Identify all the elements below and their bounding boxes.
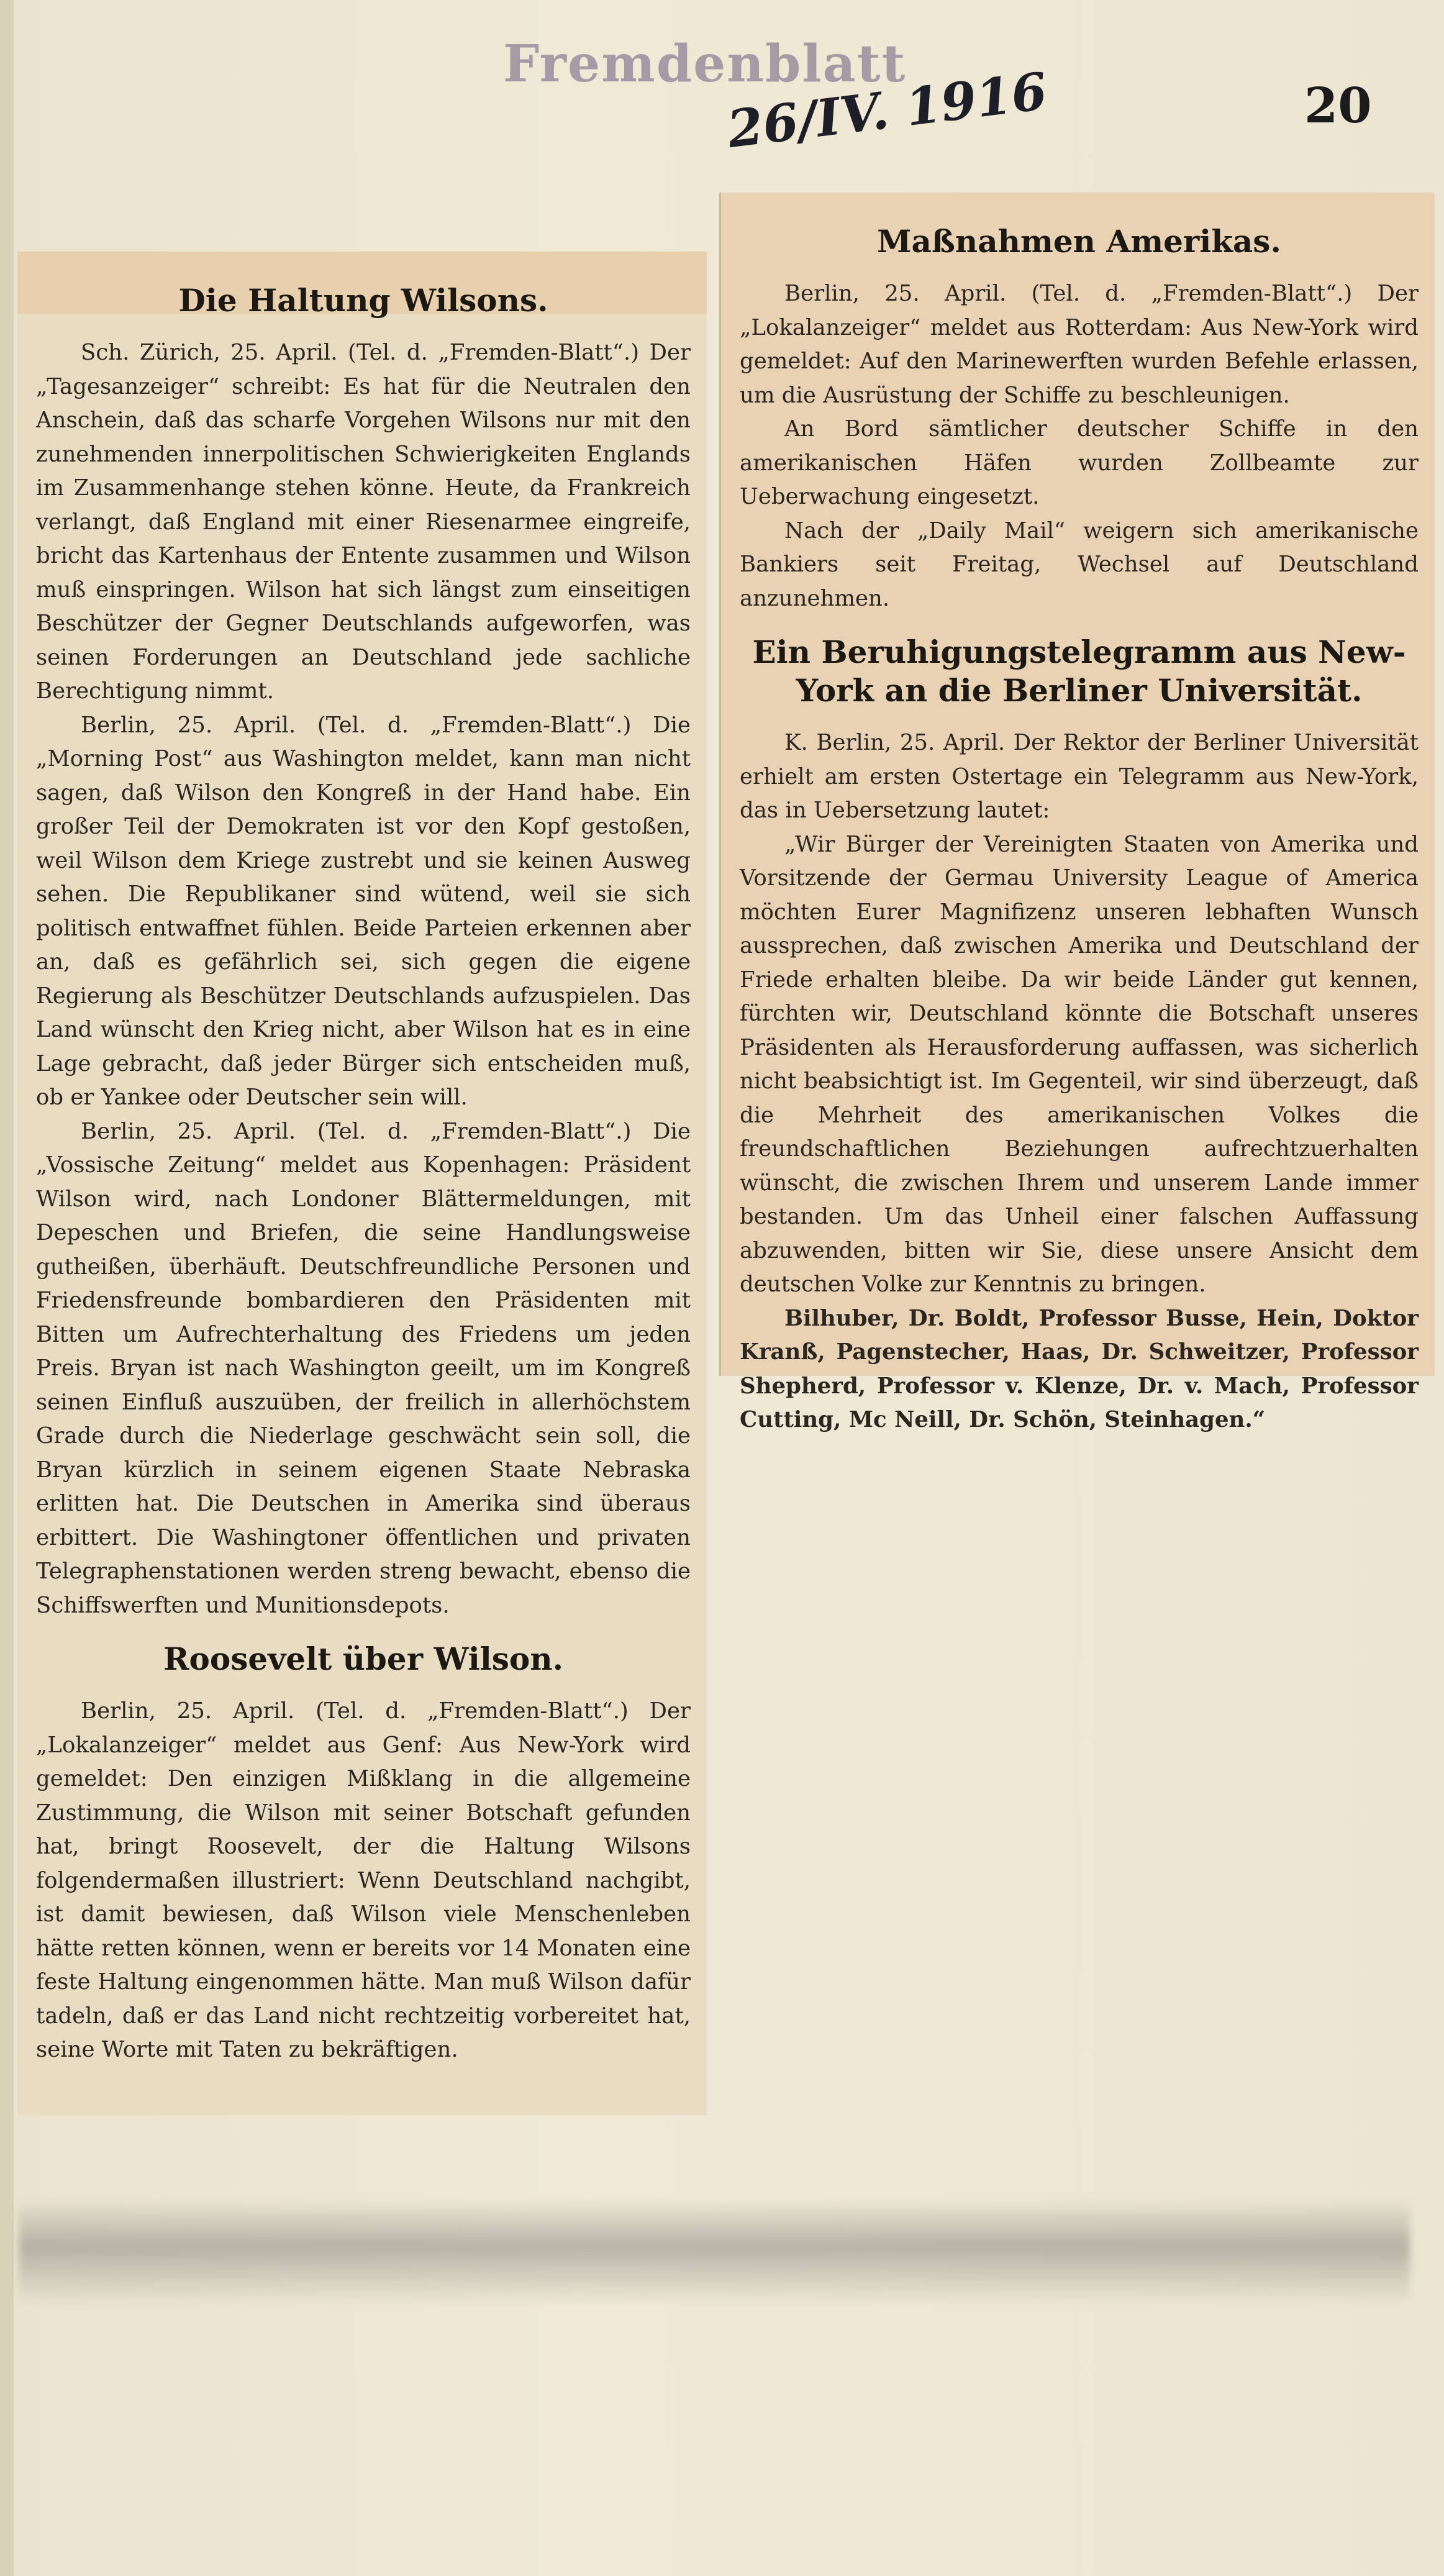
left-clipping-content xyxy=(36,281,691,2067)
article-paragraph: Nach der „Daily Mail“ weigern sich amerikanische Bankiers seit Freitag, Wechsel auf Deutschland anzunehmen. xyxy=(740,517,1419,611)
scan-shadow xyxy=(19,2199,1410,2305)
article-paragraph: „Wir Bürger der Vereinigten Staaten von Amerika und Vorsitzende der Germau University League of America möchten Eurer Magnifizenz unseren lebhaften Wunsch aussprechen, daß zwischen Amerika und Deutschland der Friede erhalten bleibe. Da wir beide Länder gut kennen, fürchten wir, Deutschland könnte die Botschaft unseres Präsidenten als Herausforderung auffassen, was sicherlich nicht beabsichtigt ist. Im Gegenteil, wir sind überzeugt, daß die Mehrheit des amerikanischen Volkes die freundschaftlichen Beziehungen aufrechtzuerhalten wünscht, die zwischen Ihrem und unserem Lande immer bestanden. Um das Unheil einer falschen Auffassung abzuwenden, bitten wir Sie, diese unsere Ansicht dem deutschen Volke zur Kenntnis zu bringen. xyxy=(740,831,1419,1297)
article-paragraph: An Bord sämtlicher deutscher Schiffe in den amerikanischen Häfen wurden Zollbeamte zur Ueberwachung eingesetzt. xyxy=(740,416,1419,509)
article-title: Ein Beruhigungstelegramm aus New-York an die Berliner Universität. xyxy=(752,634,1406,709)
section-gap xyxy=(740,616,1419,627)
article-paragraph: K. Berlin, 25. April. Der Rektor der Berliner Universität erhielt am ersten Ostertage ein Telegramm aus New-York, das in Uebersetzung lautet: xyxy=(740,730,1419,823)
article-title: Die Haltung Wilsons. xyxy=(178,282,548,319)
article-paragraph: Berlin, 25. April. (Tel. d. „Fremden-Blatt“.) Die „Morning Post“ aus Washington meldet, kann man nicht sagen, daß Wilson den Kongreß in der Hand habe. Ein großer Teil der Demokraten ist vor den Kopf gestoßen, weil Wilson dem Kriege zustrebt und sie keinen Ausweg sehen. Die Republikaner sind wütend, weil sie sich politisch entwaffnet fühlen. Beide Parteien erkennen aber an, daß es gefährlich sei, sich gegen die eigene Regierung als Beschützer Deutschlands aufzuspielen. Das Land wünscht den Krieg nicht, aber Wilson hat es in eine Lage gebracht, daß jeder Bürger sich entscheiden muß, ob er Yankee oder Deutscher sein will. xyxy=(36,712,691,1110)
right-clipping-content xyxy=(740,222,1419,1437)
section-gap xyxy=(36,1623,691,1634)
signatures: Bilhuber, Dr. Boldt, Professor Busse, Hein, Doktor Kranß, Pagenstecher, Haas, Dr. Schweitzer, Professor Shepherd, Professor v. Klenze, Dr. v. Mach, Professor Cutting, Mc Neill, Dr. Schön, Steinhagen.“ xyxy=(740,1305,1419,1432)
article-paragraph: Berlin, 25. April. (Tel. d. „Fremden-Blatt“.) Der „Lokalanzeiger“ meldet aus Genf: Aus New-York wird gemeldet: Den einzigen Mißklang in die allgemeine Zustimmung, die Wilson mit seiner Botschaft gefunden hat, bringt Roosevelt, der die Haltung Wilsons folgendermaßen illustriert: Wenn Deutschland nachgibt, ist damit bewiesen, daß Wilson viele Menschenleben hätte retten können, wenn er bereits vor 14 Monaten eine feste Haltung eingenommen hätte. Man muß Wilson dafür tadeln, daß er das Land nicht rechtzeitig vorbereitet hat, seine Worte mit Taten zu bekräftigen. xyxy=(36,1698,691,2062)
article-title: Roosevelt über Wilson. xyxy=(163,1641,563,1677)
article-paragraph: Berlin, 25. April. (Tel. d. „Fremden-Blatt“.) Der „Lokalanzeiger“ meldet aus Rotterdam: Aus New-York wird gemeldet: Auf den Marinewerften wurden Befehle erlassen, um die Ausrüstung der Schiffe zu beschleunigen. xyxy=(740,281,1419,408)
article-paragraph: Sch. Zürich, 25. April. (Tel. d. „Fremden-Blatt“.) Der „Tagesanzeiger“ schreibt: Es hat für die Neutralen den Anschein, daß das scharfe Vorgehen Wilsons nur mit den zunehmenden innerpolitischen Schwierigkeiten Englands im Zusammenhange stehen könne. Heute, da Frankreich verlangt, daß England mit einer Riesenarmee eingreife, bricht das Kartenhaus der Entente zusammen und Wilson muß einspringen. Wilson hat sich längst zum einseitigen Beschützer der Gegner Deutschlands aufgeworfen, was seinen Forderungen an Deutschland jede sachliche Berechtigung nimmt. xyxy=(36,340,691,704)
article-title: Maßnahmen Amerikas. xyxy=(877,223,1281,260)
sheet-edge xyxy=(0,0,14,2576)
page-number: 20 xyxy=(1304,78,1372,134)
handwritten-date: 26/IV. 1916 xyxy=(724,61,1050,160)
article-paragraph: Berlin, 25. April. (Tel. d. „Fremden-Blatt“.) Die „Vossische Zeitung“ meldet aus Kopenhagen: Präsident Wilson wird, nach Londoner Blättermeldungen, mit Depeschen und Briefen, die seine Handlungsweise gutheißen, überhäuft. Deutschfreundliche Personen und Friedensfreunde bombardieren den Präsidenten mit Bitten um Aufrechterhaltung des Friedens um jeden Preis. Bryan ist nach Washington geeilt, um im Kongreß seinen Einfluß auszuüben, der freilich in allerhöchstem Grade durch die Niederlage geschwächt sein soll, die Bryan kürzlich in seinem eigenen Staate Nebraska erlitten hat. Die Deutschen in Amerika sind überaus erbittert. Die Washingtoner öffentlichen und privaten Telegraphenstationen werden streng bewacht, ebenso die Schiffswerften und Munitionsdepots. xyxy=(36,1118,691,1618)
right-clipping xyxy=(719,193,1435,1432)
archive-stamp: Fremdenblatt xyxy=(503,34,907,94)
left-clipping xyxy=(17,252,707,2115)
